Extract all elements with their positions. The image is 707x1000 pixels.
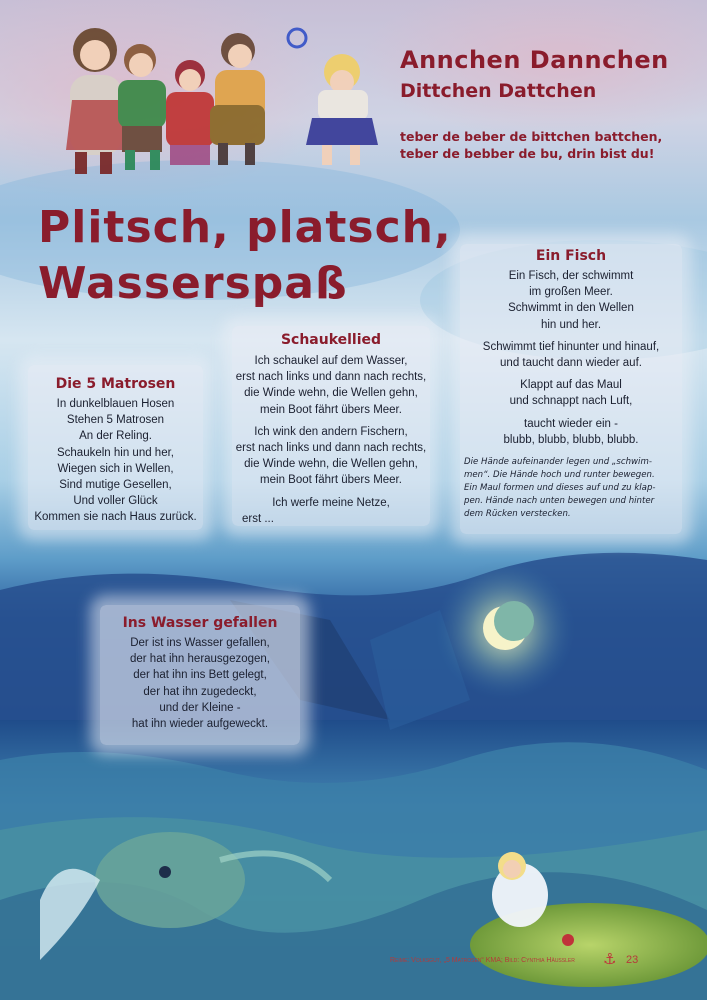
poem-line: An der Reling. bbox=[79, 430, 152, 443]
poem-line: Schwimmt tief hinunter und hinauf, bbox=[482, 340, 660, 353]
poem-line: Sind mutige Gesellen, bbox=[59, 479, 172, 492]
poem-line: und schnappt nach Luft, bbox=[509, 395, 633, 408]
page-number: 23 bbox=[626, 954, 639, 966]
poem-line: und der Kleine - bbox=[159, 701, 241, 714]
poem-line: hat ihn wieder aufgeweckt. bbox=[131, 718, 269, 731]
poem-line: Ich schaukel auf dem Wasser, bbox=[254, 355, 408, 367]
fisch-title: Ein Fisch bbox=[535, 248, 607, 264]
schaukellied-poem bbox=[232, 353, 430, 527]
poem-line: der hat ihn herausgezogen, bbox=[129, 653, 271, 666]
poem-line: die Winde wehn, die Wellen gehn, bbox=[244, 387, 418, 400]
instruction-line: pen. Hände nach unten bewegen und hinter bbox=[464, 496, 655, 507]
wasser-title: Ins Wasser gefallen bbox=[122, 615, 278, 631]
poem-line: und taucht dann wieder auf. bbox=[500, 357, 642, 370]
poem-line: mein Boot fährt übers Meer. bbox=[260, 403, 402, 416]
rhyme-subtitle: Dittchen Dattchen bbox=[400, 80, 597, 102]
poem-line: der hat ihn ins Bett gelegt, bbox=[133, 669, 267, 682]
poem-line: In dunkelblauen Hosen bbox=[56, 398, 175, 410]
anchor-icon: ⚓ bbox=[603, 950, 617, 968]
rhyme-title: Annchen Dannchen bbox=[400, 46, 669, 74]
poem-line: im großen Meer. bbox=[529, 286, 613, 299]
wasser-poem bbox=[100, 635, 300, 732]
poem-line: mein Boot fährt übers Meer. bbox=[260, 474, 402, 487]
poem-line: blubb, blubb, blubb, blubb. bbox=[503, 433, 639, 446]
poem-line: Kommen sie nach Haus zurück. bbox=[34, 511, 197, 524]
poem-line: die Winde wehn, die Wellen gehn, bbox=[244, 458, 418, 471]
image-credits: Reime: Volksgut, „5 Matrosen“ KMA; Bild: Cynthia Häußler bbox=[390, 957, 575, 964]
poem-line: Schwimmt in den Wellen bbox=[508, 302, 634, 315]
poem-line: erst nach links und dann nach rechts, bbox=[235, 371, 427, 384]
poem-line: erst nach links und dann nach rechts, bbox=[235, 442, 427, 455]
poem-line: Und voller Glück bbox=[73, 495, 158, 508]
page-title bbox=[38, 200, 452, 312]
poem-line: erst ... bbox=[242, 512, 274, 525]
poem-line: taucht wieder ein - bbox=[524, 417, 618, 430]
poem-line: hin und her. bbox=[540, 318, 602, 331]
matrosen-title: Die 5 Matrosen bbox=[55, 376, 176, 392]
fisch-instructions bbox=[460, 456, 682, 521]
poem-line: Schaukeln hin und her, bbox=[56, 446, 174, 459]
instruction-line: Die Hände aufeinander legen und „schwim- bbox=[464, 457, 652, 468]
instruction-line: men“. Die Hände hoch und runter bewegen. bbox=[464, 470, 655, 481]
poem-line: Klappt auf das Maul bbox=[520, 379, 622, 392]
fisch-poem bbox=[460, 268, 682, 448]
poem-line: Der ist ins Wasser gefallen, bbox=[130, 637, 270, 649]
wasser-box bbox=[100, 605, 300, 745]
page-title-line: Wasserspaß bbox=[38, 258, 348, 309]
instruction-line: dem Rücken verstecken. bbox=[464, 509, 571, 520]
poem-line: der hat ihn zugedeckt, bbox=[143, 685, 257, 698]
poem-line: Wiegen sich in Wellen, bbox=[57, 462, 174, 475]
poem-line: Ich werfe meine Netze, bbox=[272, 496, 390, 509]
poem-line: Ich wink den andern Fischern, bbox=[254, 425, 408, 438]
instruction-line: Ein Maul formen und dieses auf und zu klap- bbox=[464, 483, 656, 494]
rhyme-verse-line: teber de beber de bittchen battchen, bbox=[400, 129, 663, 144]
matrosen-box bbox=[28, 365, 203, 530]
matrosen-poem bbox=[28, 396, 203, 526]
rhyme-verse bbox=[400, 128, 662, 162]
rhyme-verse-line: teber de bebber de bu, drin bist du! bbox=[400, 146, 655, 161]
schaukellied-box bbox=[232, 326, 430, 526]
poem-line: Stehen 5 Matrosen bbox=[66, 414, 165, 427]
poem-line: Ein Fisch, der schwimmt bbox=[508, 270, 634, 282]
page-title-line: Plitsch, platsch, bbox=[38, 202, 452, 253]
fisch-box bbox=[460, 244, 682, 534]
schaukellied-title: Schaukellied bbox=[280, 332, 382, 348]
